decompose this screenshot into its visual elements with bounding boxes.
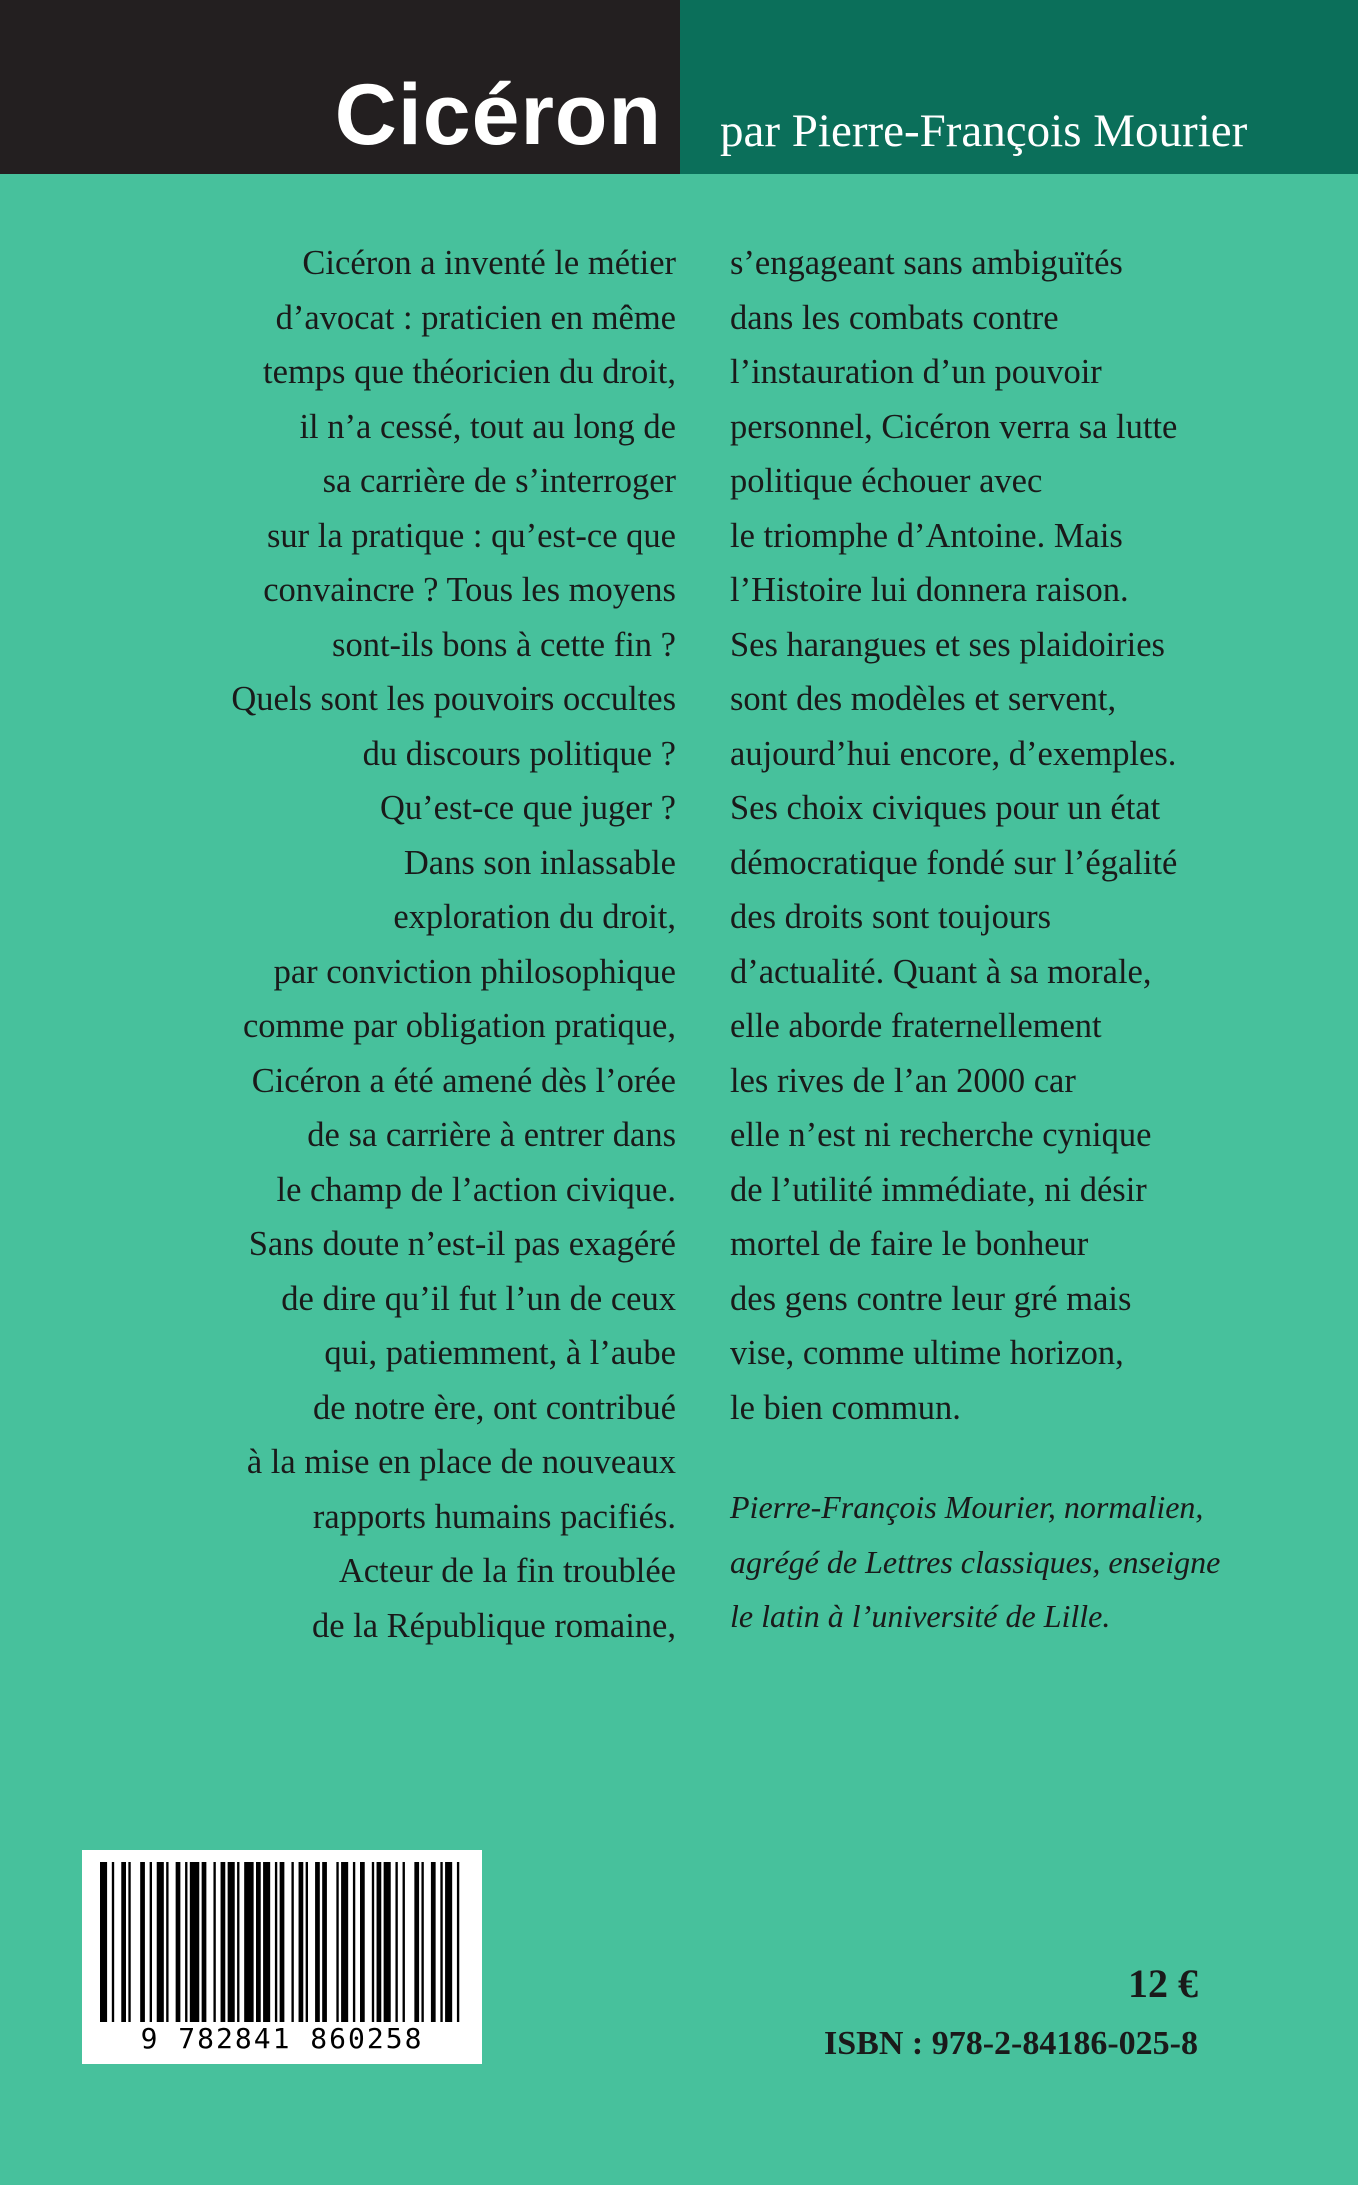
blurb-line: personnel, Cicéron verra sa lutte: [730, 407, 1178, 446]
blurb-line: qui, patiemment, à l’aube: [324, 1334, 676, 1372]
blurb-line: elle n’est ni recherche cynique: [730, 1116, 1152, 1154]
blurb-line: les rives de l’an 2000 car: [730, 1061, 1076, 1100]
author-bio-line: agrégé de Lettres classiques, enseigne: [730, 1543, 1221, 1580]
barcode-bar: [341, 1862, 348, 2022]
barcode-bar: [431, 1862, 436, 2022]
blurb-line: Dans son inlassable: [403, 843, 676, 882]
barcode-bar: [185, 1862, 187, 2022]
blurb-line: temps que théoricien du droit,: [263, 353, 676, 391]
barcode-bar: [421, 1862, 423, 2022]
blurb-line: de dire qu’il fut l’un de ceux: [281, 1279, 676, 1318]
blurb-line: à la mise en place de nouveaux: [246, 1443, 676, 1481]
barcode-bar: [280, 1862, 285, 2022]
barcode-bar: [377, 1862, 382, 2022]
blurb-line: Ses harangues et ses plaidoiries: [730, 625, 1165, 664]
blurb-line: sont-ils bons à cette fin ?: [332, 625, 676, 664]
blurb-line: Cicéron a été amené dès l’orée: [251, 1061, 676, 1100]
barcode-bar: [306, 1862, 308, 2022]
barcode-bar: [372, 1862, 374, 2022]
barcode-bar: [112, 1862, 114, 2022]
barcode-bar: [291, 1862, 293, 2022]
barcode-bar: [176, 1862, 181, 2022]
blurb-line: de sa carrière à entrer dans: [307, 1116, 676, 1154]
author-bio-line: Pierre-François Mourier, normalien,: [730, 1489, 1204, 1525]
blurb-line: rapports humains pacifiés.: [312, 1497, 676, 1536]
blurb-line: aujourd’hui encore, d’exemples.: [730, 734, 1177, 773]
blurb-line: convaincre ? Tous les moyens: [263, 571, 676, 609]
barcode-bar: [100, 1862, 107, 2022]
barcode-bar: [403, 1862, 405, 2022]
blurb-line: elle aborde fraternellement: [730, 1007, 1102, 1045]
barcode-bar: [128, 1862, 130, 2022]
blurb-right-column: [730, 236, 1250, 1435]
blurb-line: dans les combats contre: [730, 298, 1059, 337]
barcode-bar: [221, 1862, 226, 2022]
barcode-bar: [256, 1862, 261, 2022]
barcode-bar: [457, 1862, 459, 2022]
blurb-line: par conviction philosophique: [273, 952, 676, 991]
barcode-bar: [150, 1862, 152, 2022]
blurb-line: du discours politique ?: [362, 734, 676, 773]
blurb-left-column: [140, 236, 676, 1653]
blurb-line: des gens contre leur gré mais: [730, 1279, 1132, 1318]
barcode-bar: [445, 1862, 452, 2022]
barcode: [82, 1850, 482, 2064]
blurb-line: de la République romaine,: [311, 1606, 676, 1645]
blurb-line: exploration du droit,: [393, 898, 676, 936]
blurb-line: s’engageant sans ambiguïtés: [730, 244, 1123, 282]
book-title: Cicéron: [334, 67, 662, 163]
blurb-line: d’avocat : praticien en même: [275, 298, 676, 337]
barcode-bar: [202, 1862, 207, 2022]
blurb-line: Qu’est-ce que juger ?: [380, 789, 676, 827]
barcode-bar: [336, 1862, 338, 2022]
barcode-bar: [140, 1862, 145, 2022]
blurb-line: Ses choix civiques pour un état: [730, 789, 1161, 827]
blurb-line: il n’a cessé, tout au long de: [299, 407, 676, 446]
blurb-line: Sans doute n’est-il pas exagéré: [248, 1225, 676, 1263]
blurb-line: vise, comme ultime horizon,: [730, 1334, 1124, 1372]
blurb-line: sur la pratique : qu’est-ce que: [266, 516, 676, 555]
author-bio-line: le latin à l’université de Lille.: [730, 1598, 1111, 1634]
blurb-line: Acteur de la fin troublée: [338, 1552, 676, 1590]
blurb-line: Cicéron a inventé le métier: [302, 244, 676, 282]
barcode-bars: [100, 1862, 464, 2022]
barcode-bar: [414, 1862, 419, 2022]
blurb-line: l’Histoire lui donnera raison.: [730, 571, 1129, 609]
barcode-bar: [157, 1862, 164, 2022]
barcode-bar: [275, 1862, 277, 2022]
blurb-line: le champ de l’action civique.: [276, 1170, 676, 1209]
barcode-bar: [237, 1862, 239, 2022]
barcode-bar: [353, 1862, 355, 2022]
blurb-line: politique échouer avec: [730, 462, 1043, 500]
blurb-line: mortel de faire le bonheur: [730, 1225, 1089, 1263]
barcode-bar: [121, 1862, 126, 2022]
blurb-line: l’instauration d’un pouvoir: [730, 353, 1102, 391]
barcode-bar: [395, 1862, 397, 2022]
book-author-subtitle: par Pierre-François Mourier: [720, 105, 1248, 157]
blurb-line: des droits sont toujours: [730, 898, 1052, 936]
blurb-line: d’actualité. Quant à sa morale,: [730, 952, 1152, 991]
barcode-bar: [315, 1862, 320, 2022]
blurb-line: sa carrière de s’interroger: [322, 462, 676, 500]
blurb-line: de l’utilité immédiate, ni désir: [730, 1170, 1147, 1209]
blurb-line: comme par obligation pratique,: [242, 1007, 676, 1045]
blurb-line: le triomphe d’Antoine. Mais: [730, 516, 1123, 555]
barcode-digits: 9 782841 860258: [140, 2022, 424, 2055]
barcode-bar: [360, 1862, 365, 2022]
barcode-bar: [213, 1862, 215, 2022]
blurb-line: le bien commun.: [730, 1388, 961, 1427]
barcode-bar: [263, 1862, 270, 2022]
barcode-bar: [228, 1862, 235, 2022]
price: 12 €: [1128, 1961, 1198, 2006]
barcode-bar: [244, 1862, 253, 2022]
isbn: ISBN : 978-2-84186-025-8: [824, 2025, 1198, 2062]
barcode-bar: [190, 1862, 199, 2022]
author-bio: [730, 1480, 1250, 1644]
blurb-line: sont des modèles et servent,: [730, 680, 1117, 718]
barcode-bar: [440, 1862, 442, 2022]
blurb-line: Quels sont les pouvoirs occultes: [231, 680, 676, 718]
barcode-bar: [166, 1862, 168, 2022]
barcode-bar: [299, 1862, 304, 2022]
barcode-bar: [322, 1862, 327, 2022]
barcode-bar: [384, 1862, 391, 2022]
blurb-line: de notre ère, ont contribué: [312, 1388, 676, 1427]
blurb-line: démocratique fondé sur l’égalité: [730, 843, 1178, 882]
